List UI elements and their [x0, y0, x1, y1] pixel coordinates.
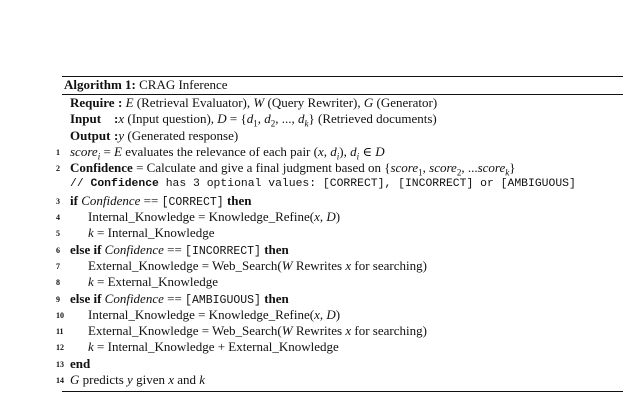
line-number: 14	[56, 376, 64, 386]
line-number: 7	[56, 261, 60, 271]
algo-line-3	[56, 192, 623, 209]
line-number: 13	[56, 359, 64, 369]
input-text: x (Input question), $D = \{d_1$, $d_2$, ..., $d_k$} (Retrieved documents)	[118, 111, 437, 129]
line-number: 12	[56, 343, 64, 353]
algo-line-1	[56, 143, 623, 162]
algo-line-7	[56, 257, 623, 274]
line-text: Confidence = Calculate and give a final judgment based on {score$_1$, score$_2$, ...score$_k$}	[70, 160, 516, 178]
line-text: k = Internal_Knowledge + External_Knowledge	[88, 339, 339, 355]
line-text: External_Knowledge = Web_Search(W Rewrites x for searching)	[88, 323, 427, 339]
algo-line-9	[56, 290, 623, 307]
bottom-rule	[62, 391, 623, 392]
input-key: Input	[70, 111, 102, 127]
line-number: 8	[56, 278, 60, 288]
line-number: 6	[56, 245, 60, 255]
algo-line-2	[56, 160, 623, 178]
algorithm-box	[56, 76, 623, 392]
algorithm-caption	[62, 77, 623, 92]
algo-line-14	[56, 372, 623, 388]
line-number: 9	[56, 294, 60, 304]
line-number: 2	[56, 164, 60, 174]
line-number: 4	[56, 213, 60, 223]
line-text: score$_i$ = E evaluates the relevance of each pair (x, $d_i$), $d_i$ ∈ D	[70, 143, 385, 162]
line-text: if Confidence == [CORRECT] then	[70, 192, 252, 209]
algorithm-label: Algorithm 1:	[64, 77, 136, 92]
algo-comment-line	[62, 176, 623, 192]
algo-line-10	[56, 306, 623, 323]
algorithm-title: CRAG Inference	[139, 77, 228, 92]
algo-line-5	[56, 225, 623, 241]
output-key: Output	[70, 127, 111, 143]
line-number: 5	[56, 229, 60, 239]
algo-line-12	[56, 339, 623, 355]
algo-line-11	[56, 323, 623, 339]
algo-line-4	[56, 209, 623, 225]
line-text: else if Confidence == [AMBIGUOUS] then	[70, 290, 289, 307]
require-text: E (Retrieval Evaluator), W (Query Rewriter), G (Generator)	[125, 95, 438, 110]
line-number: 1	[56, 147, 60, 157]
line-text: G predicts y given x and k	[70, 372, 206, 388]
line-number: 10	[56, 310, 64, 320]
require-line: Require : E (Retrieval Evaluator), W (Query Rewriter), G (Generator)	[70, 95, 438, 110]
line-text: Internal_Knowledge = Knowledge_Refine(x, D)	[88, 306, 341, 322]
algo-line-8	[56, 274, 623, 290]
line-number: 11	[56, 327, 64, 337]
line-text: k = Internal_Knowledge	[88, 225, 215, 241]
input-line: Input :x (Input question), $D = \{d_1$, $d_2$, ..., $d_k$} (Retrieved documents)	[70, 111, 437, 129]
algo-line-13	[56, 355, 623, 372]
algo-line-6	[56, 241, 623, 258]
line-text: k = External_Knowledge	[88, 274, 219, 290]
comment-text: // Confidence has 3 optional values: [CORRECT], [INCORRECT] or [AMBIGUOUS]	[70, 178, 576, 191]
line-text: else if Confidence == [INCORRECT] then	[70, 241, 289, 258]
output-line: Output :y (Generated response)	[70, 127, 239, 143]
require-key: Require	[70, 95, 115, 110]
line-text: end	[70, 355, 91, 371]
line-number: 3	[56, 196, 60, 206]
line-text: External_Knowledge = Web_Search(W Rewrites x for searching)	[88, 257, 427, 273]
output-text: y (Generated response)	[118, 127, 239, 143]
line-text: Internal_Knowledge = Knowledge_Refine(x, D)	[88, 209, 341, 225]
